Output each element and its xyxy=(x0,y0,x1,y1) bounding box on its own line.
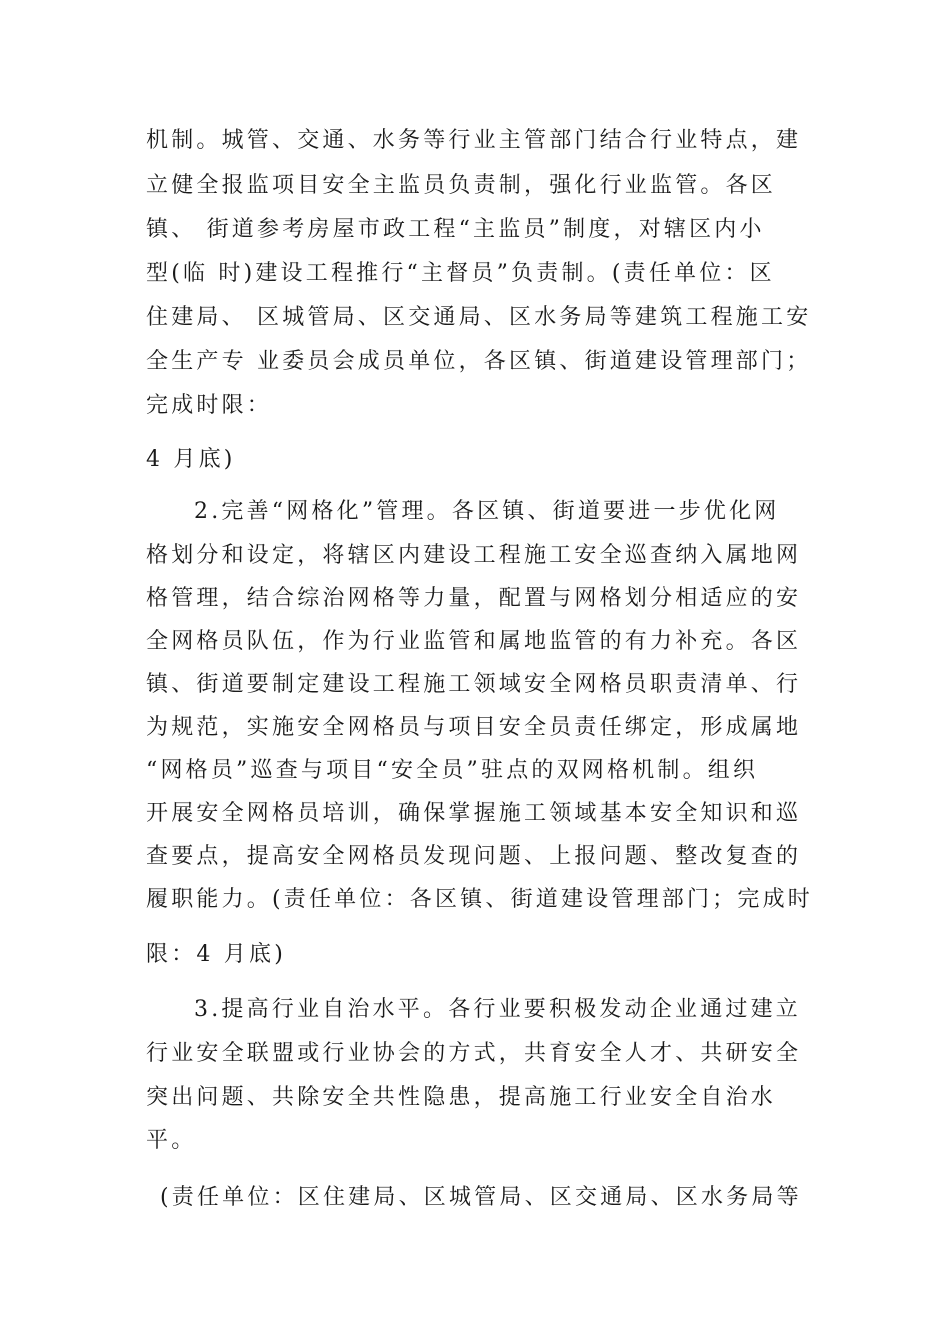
text-line: 全生产专 业委员会成员单位，各区镇、街道建设管理部门； xyxy=(146,349,812,374)
text-line: 行业安全联盟或行业协会的方式，共育安全人才、共研安全 xyxy=(146,1041,802,1066)
text-line: 全网格员队伍，作为行业监管和属地监管的有力补充。各区 xyxy=(146,629,802,654)
text-line: 镇、街道要制定建设工程施工领域安全网格员职责清单、行 xyxy=(146,672,802,697)
text-line: 履职能力。(责任单位：各区镇、街道建设管理部门；完成时 xyxy=(146,887,813,912)
text-line: 2.完善“网格化”管理。各区镇、街道要进一步优化网 xyxy=(194,499,780,524)
text-line: “网格员”巡查与项目“安全员”驻点的双网格机制。组织 xyxy=(146,758,759,783)
text-line: 突出问题、共除安全共性隐患，提高施工行业安全自治水 xyxy=(146,1085,777,1110)
text-line: 型(临 时)建设工程推行“主督员”负责制。(责任单位：区 xyxy=(146,261,775,286)
text-line: 镇、 街道参考房屋市政工程“主监员”制度，对辖区内小 xyxy=(146,217,765,242)
text-line: 住建局、 区城管局、区交通局、区水务局等建筑工程施工安 xyxy=(146,305,812,330)
text-line: 平。 xyxy=(146,1128,197,1153)
text-line: 立健全报监项目安全主监员负责制，强化行业监管。各区 xyxy=(146,173,777,198)
text-line: 机制。城管、交通、水务等行业主管部门结合行业特点，建 xyxy=(146,128,802,153)
text-line: 开展安全网格员培训，确保掌握施工领域基本安全知识和巡 xyxy=(146,801,802,826)
text-line: 4 月底) xyxy=(146,447,236,472)
text-line: 3.提高行业自治水平。各行业要积极发动企业通过建立 xyxy=(194,997,801,1022)
text-line: 查要点，提高安全网格员发现问题、上报问题、整改复查的 xyxy=(146,844,802,869)
text-line: 完成时限： xyxy=(146,393,273,418)
text-line: 限：4 月底) xyxy=(146,942,286,967)
text-line: (责任单位：区住建局、区城管局、区交通局、区水务局等 xyxy=(160,1185,802,1210)
text-line: 格划分和设定，将辖区内建设工程施工安全巡查纳入属地网 xyxy=(146,543,802,568)
text-line: 为规范，实施安全网格员与项目安全员责任绑定，形成属地 xyxy=(146,715,802,740)
text-line: 格管理，结合综治网格等力量，配置与网格划分相适应的安 xyxy=(146,586,802,611)
